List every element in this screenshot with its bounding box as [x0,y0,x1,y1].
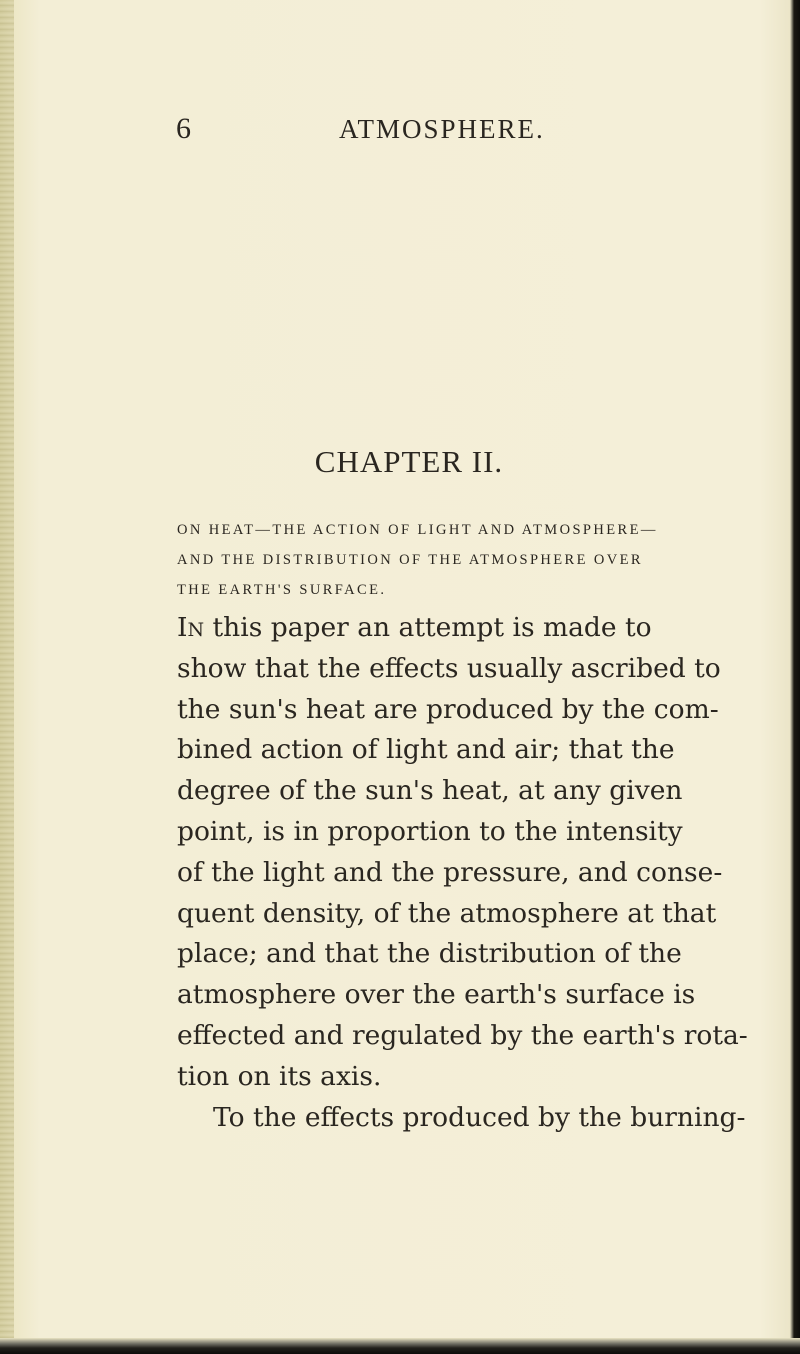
text-line: point, is in proportion to the intensity [177,815,683,847]
running-head [0,112,800,152]
chapter-summary [177,515,777,605]
text-line: quent density, of the atmosphere at that [177,897,717,929]
opening-word: In [177,612,205,643]
text-line: the sun's heat are produced by the com- [177,693,719,725]
page-gutter-edge [0,0,14,1354]
text-line: bined action of light and air; that the [177,734,675,766]
text-line: of the light and the pressure, and conse- [177,856,723,888]
text-line: degree of the sun's heat, at any given [177,775,683,807]
running-title: ATMOSPHERE. [339,114,545,144]
chapter-title: CHAPTER II. [314,444,504,479]
text-line: this paper an attempt is made to [204,612,652,643]
summary-line: AND THE DISTRIBUTION OF THE ATMOSPHERE OVER [177,552,643,568]
summary-line: THE EARTH'S SURFACE. [177,582,387,598]
summary-line: ON HEAT—THE ACTION OF LIGHT AND ATMOSPHERE— [177,522,658,538]
page-bottom-edge [0,1338,800,1354]
text-line: place; and that the distribution of the [177,938,682,970]
paragraph-first-line [177,608,777,649]
text-line: tion on its axis. [177,1060,382,1092]
text-line: atmosphere over the earth's surface is [177,979,696,1011]
body-text [177,608,777,1138]
page-number: 6 [176,112,193,145]
text-line: show that the effects usually ascribed to [177,652,721,684]
paragraph-first-line: To the effects produced by the burning- [213,1101,746,1133]
text-line: effected and regulated by the earth's rota- [177,1019,748,1051]
